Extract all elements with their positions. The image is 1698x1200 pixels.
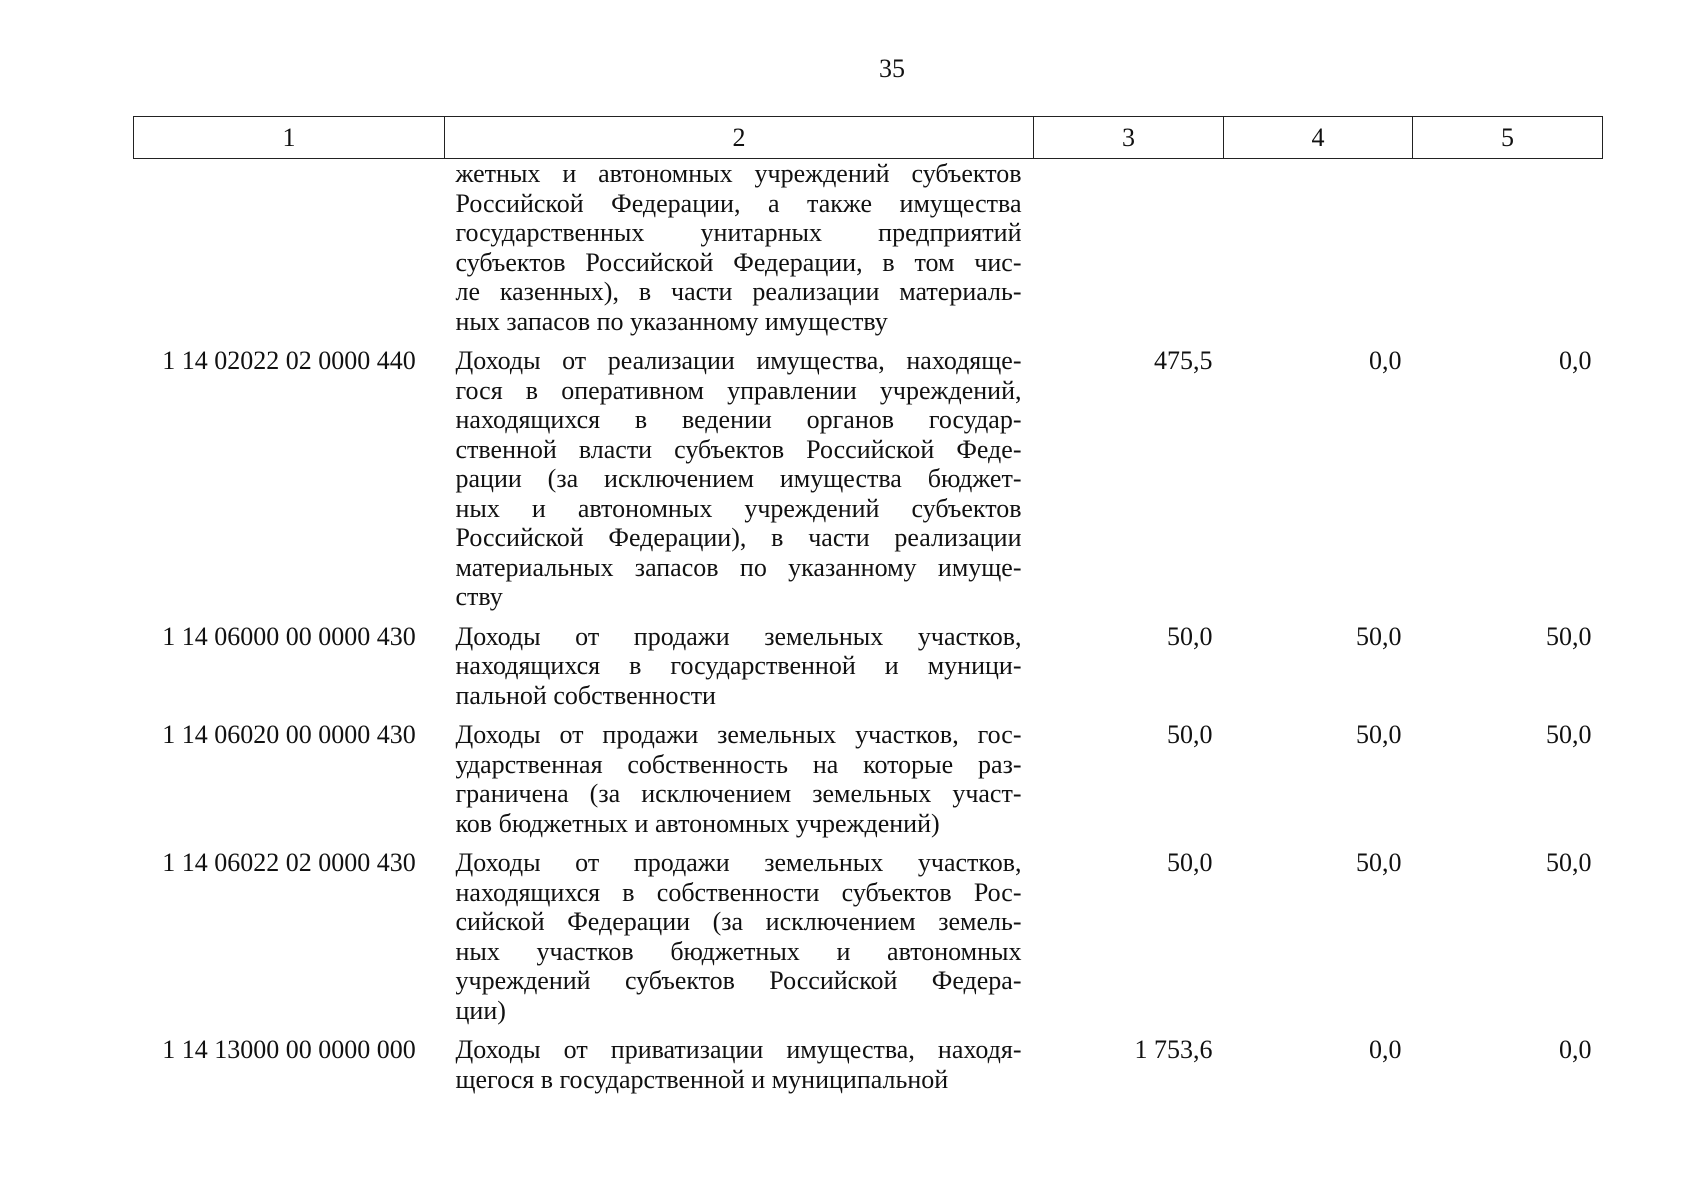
- description-line: Российской Федерации), в части реализации: [455, 523, 1022, 552]
- income-code-cell: 1 14 13000 00 0000 000: [162, 1035, 416, 1064]
- description-line: ству: [455, 582, 503, 611]
- description-line: Доходы от продажи земельных участков,: [455, 621, 1022, 651]
- income-description-cell: [445, 159, 1034, 347]
- amount-col-4-cell: 0,0: [1369, 346, 1402, 375]
- description-line: ных участков бюджетных и автономных: [455, 936, 1022, 966]
- description-line: ции): [455, 995, 506, 1025]
- amount-col-3-cell: 1 753,6: [1134, 1035, 1213, 1064]
- income-description-cell: [445, 848, 1034, 1035]
- description-line: сийской Федерации (за исключением земель-: [455, 907, 1022, 936]
- income-code-cell: 1 14 02022 02 0000 440: [162, 346, 416, 375]
- amount-col-3-cell: 50,0: [1167, 621, 1213, 651]
- income-description-cell: [445, 346, 1034, 622]
- income-code-cell: 1 14 06020 00 0000 430: [162, 720, 416, 749]
- amount-col-5-cell: 50,0: [1546, 848, 1592, 877]
- amount-col-5-cell: 50,0: [1546, 720, 1592, 749]
- description-line: пальной собственности: [455, 680, 716, 710]
- income-code-cell: 1 14 06022 02 0000 430: [162, 848, 416, 877]
- income-code-cell: 1 14 06000 00 0000 430: [162, 621, 416, 651]
- table-row: [134, 622, 1603, 721]
- description-line: материальных запасов по указанному имуще-: [455, 552, 1022, 582]
- header-col-3: 3: [1034, 117, 1224, 159]
- description-line: ных запасов по указанному имуществу: [455, 306, 888, 336]
- description-line: ков бюджетных и автономных учреждений): [455, 808, 940, 838]
- table-row: [134, 159, 1603, 347]
- amount-col-5-cell: 0,0: [1559, 1035, 1592, 1064]
- description-line: Доходы от реализации имущества, находяще-: [455, 346, 1022, 375]
- description-line: Российской Федерации, а также имущества: [455, 188, 1022, 218]
- description-line: ственной власти субъектов Российской Феде-: [455, 434, 1022, 464]
- description-line: щегося в государственной и муниципальной: [455, 1064, 949, 1094]
- description-line: гося в оперативном управлении учреждений,: [455, 375, 1022, 405]
- description-line: государственных унитарных предприятий: [455, 218, 1022, 247]
- amount-col-3-cell: 475,5: [1154, 346, 1213, 375]
- header-col-5: 5: [1413, 117, 1603, 159]
- table-row: [134, 848, 1603, 1035]
- income-description-cell: [445, 1035, 1034, 1104]
- income-code-cell: [134, 159, 445, 347]
- description-line: находящихся в собственности субъектов Рос-: [455, 877, 1022, 907]
- table-row: [134, 1035, 1603, 1104]
- table-row: [134, 720, 1603, 848]
- description-line: находящихся в государственной и муници-: [455, 651, 1022, 680]
- budget-table: [133, 116, 1603, 1104]
- amount-col-4-cell: 50,0: [1356, 720, 1402, 749]
- description-line: ле казенных), в части реализации материаль-: [455, 277, 1022, 306]
- amount-col-4-cell: 0,0: [1369, 1035, 1402, 1064]
- description-line: ных и автономных учреждений субъектов: [455, 493, 1022, 523]
- description-line: Доходы от продажи земельных участков,: [455, 848, 1022, 877]
- amount-col-3-cell: [1034, 159, 1224, 347]
- header-col-1: 1: [134, 117, 445, 159]
- header-col-2: 2: [445, 117, 1034, 159]
- table-header-row: [134, 117, 1603, 159]
- amount-col-5-cell: [1413, 159, 1603, 347]
- description-line: граничена (за исключением земельных участ-: [455, 779, 1022, 808]
- amount-col-5-cell: 50,0: [1546, 621, 1592, 651]
- description-line: учреждений субъектов Российской Федера-: [455, 966, 1022, 995]
- description-line: субъектов Российской Федерации, в том чис-: [455, 247, 1022, 277]
- amount-col-3-cell: 50,0: [1167, 720, 1213, 749]
- income-description-cell: [445, 720, 1034, 848]
- table-body: [134, 159, 1603, 1105]
- table-row: [134, 346, 1603, 622]
- description-line: Доходы от приватизации имущества, находя-: [455, 1035, 1022, 1064]
- income-description-cell: [445, 622, 1034, 721]
- amount-col-3-cell: 50,0: [1167, 848, 1213, 877]
- page-number: 35: [879, 54, 905, 83]
- amount-col-5-cell: 0,0: [1559, 346, 1592, 375]
- amount-col-4-cell: 50,0: [1356, 621, 1402, 651]
- amount-col-4-cell: 50,0: [1356, 848, 1402, 877]
- description-line: рации (за исключением имущества бюджет-: [455, 464, 1022, 493]
- description-line: находящихся в ведении органов государ-: [455, 405, 1022, 434]
- amount-col-4-cell: [1224, 159, 1413, 347]
- header-col-4: 4: [1224, 117, 1413, 159]
- description-line: Доходы от продажи земельных участков, гос-: [455, 720, 1022, 749]
- description-line: жетных и автономных учреждений субъектов: [455, 159, 1022, 188]
- description-line: ударственная собственность на которые раз-: [455, 749, 1022, 779]
